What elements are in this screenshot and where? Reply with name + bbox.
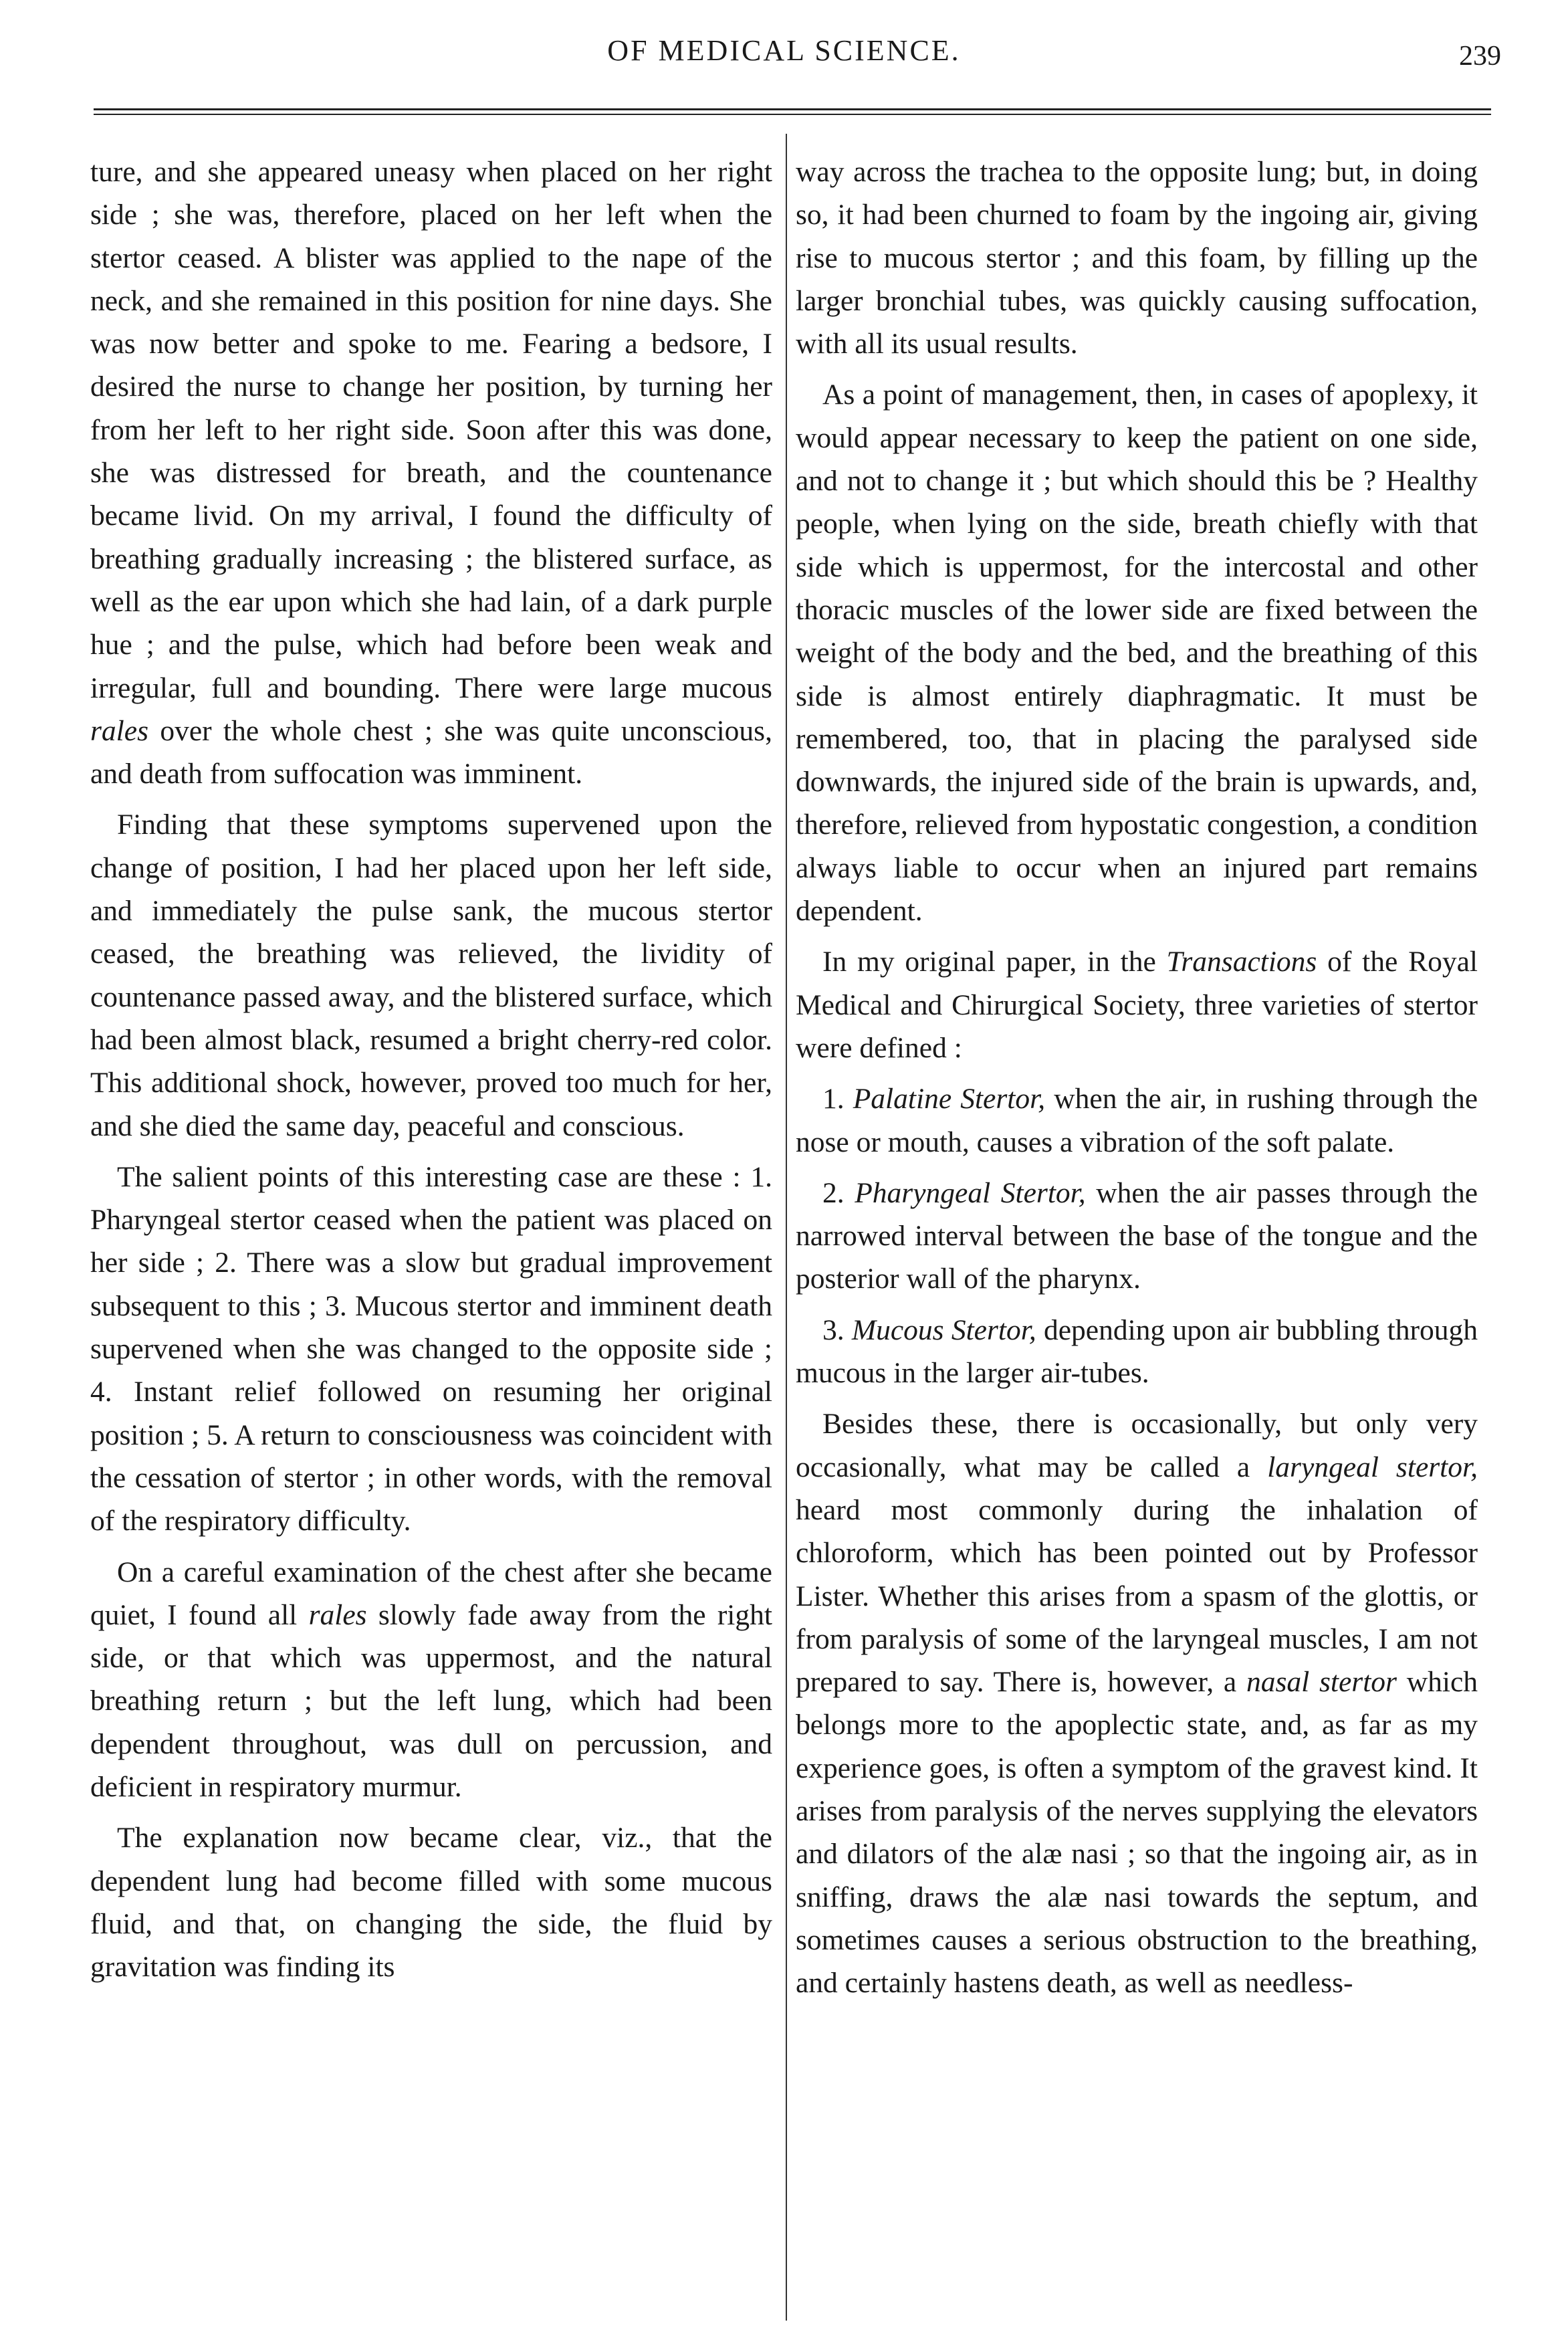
list-item bbox=[796, 1309, 1478, 1395]
list-number: 3. bbox=[822, 1313, 852, 1346]
header-rule bbox=[94, 108, 1491, 110]
header-rule-secondary bbox=[94, 114, 1491, 115]
paragraph-text: which belongs more to the apoplectic state, and, as far as my experience goes, is often a symptom of the gravest kind. It arises from paralysis of the nerves supplying the elevators and dilators of the alæ nasi ; so that the ingoing air, as in sniffing, draws the alæ nasi towards the septum, and sometimes causes a serious obstruction to the breathing, and certainly hastens death, as well as needless- bbox=[796, 1666, 1478, 2000]
paragraph-text: when the air, in rushing through the nose or mouth, causes a vibration of the soft palate. bbox=[796, 1083, 1478, 1158]
paragraph bbox=[90, 1551, 772, 1809]
paragraph: The explanation now became clear, viz., that the dependent lung had become filled with some mucous fluid, and that, on changing the side, the fluid by gravitation was finding its bbox=[90, 1822, 772, 1984]
paragraph-text: In my original paper, in the bbox=[822, 946, 1167, 978]
italic-term: Mucous Stertor, bbox=[851, 1313, 1036, 1346]
paragraph-text: when the air passes through the narrowed interval between the base of the tongue and the posterior wall of the pharynx. bbox=[796, 1176, 1478, 1295]
paragraph: Finding that these symptoms supervened upon the change of position, I had her placed upon her left side, and immediately the pulse sank, the mucous stertor ceased, the breathing was relieved, the lividity of countenance passed away, and the blistered surface, which had been almost black, resumed a bright cherry-red color. This additional shock, however, proved too much for her, and she died the same day, peaceful and conscious. bbox=[90, 809, 772, 1142]
running-title: OF MEDICAL SCIENCE. bbox=[607, 34, 961, 67]
paragraph-text: On a careful examination of the chest after she became quiet, I found all bbox=[90, 1556, 772, 1631]
paragraph-text: depending upon air bubbling through mucous in the larger air-tubes. bbox=[796, 1313, 1478, 1390]
paragraph: As a point of management, then, in cases of apoplexy, it would appear necessary to keep the patient on one side, and not to change it ; but which should this be ? Healthy people, when lying on the side, breath chiefly with that side which is uppermost, for the intercostal and other thoracic muscles of the lower side are fixed between the weight of the body and the bed, and the breathing of this side is almost entirely diaphragmatic. It must be remembered, too, that in placing the paralysed side downwards, the injured side of the brain is upwards, and, therefore, relieved from hypostatic congestion, a condition always liable to occur when an injured part remains dependent. bbox=[796, 379, 1478, 928]
paragraph-text: slowly fade away from the right side, or that which was uppermost, and the natural breathing return ; but the left lung, which had been dependent throughout, was dull on percussion, and deficient in respiratory murmur. bbox=[90, 1598, 772, 1803]
right-column bbox=[796, 150, 1478, 2012]
list-item bbox=[796, 1172, 1478, 1301]
italic-term: Pharyngeal Stertor, bbox=[855, 1176, 1086, 1209]
paragraph bbox=[90, 150, 772, 795]
page-number: 239 bbox=[1459, 41, 1501, 72]
italic-term: rales bbox=[308, 1598, 367, 1631]
italic-term: rales bbox=[90, 714, 148, 747]
paragraph-text: over the whole chest ; she was quite unconscious, and death from suffocation was imminent. bbox=[90, 714, 772, 790]
italic-term: nasal stertor bbox=[1246, 1666, 1397, 1699]
paragraph bbox=[796, 1402, 1478, 2004]
paragraph bbox=[796, 940, 1478, 1069]
list-item bbox=[796, 1077, 1478, 1164]
paragraph: way across the trachea to the opposite lung; but, in doing so, it had been churned to foam by the ingoing air, giving rise to mucous stertor ; and this foam, by filling up the larger bronchial tubes, was quickly causing suffocation, with all its usual results. bbox=[796, 156, 1478, 360]
paragraph-text: heard most commonly during the inhalation of chloroform, which has been pointed out by Professor Lister. Whether this arises from a spasm of the glottis, or from paralysis of some of the laryngeal muscles, I am not prepared to say. There is, however, a bbox=[796, 1493, 1478, 1699]
column-divider bbox=[786, 134, 787, 2321]
italic-term: Transactions bbox=[1166, 946, 1317, 978]
italic-term: laryngeal stertor, bbox=[1267, 1451, 1478, 1483]
paragraph-text: ture, and she appeared uneasy when placed on her right side ; she was, therefore, placed on her left when the stertor ceased. A blister was applied to the nape of the neck, and she remained in this position for nine days. She was now better and spoke to me. Fearing a bedsore, I desired the nurse to change her position, by turning her from her left to her right side. Soon after this was done, she was distressed for breath, and the countenance became livid. On my arrival, I found the difficulty of breathing gradually increasing ; the blistered surface, as well as the ear upon which she had lain, of a dark purple hue ; and the pulse, which had before been weak and irregular, full and bounding. There were large mucous bbox=[90, 156, 772, 704]
left-column bbox=[90, 150, 772, 1996]
list-number: 2. bbox=[822, 1176, 855, 1209]
list-number: 1. bbox=[822, 1083, 853, 1115]
paragraph-text: Besides these, there is occasionally, but only very occasionally, what may be called a bbox=[796, 1408, 1478, 1483]
paragraph-text: of the Royal Medical and Chirurgical Society, three varieties of stertor were defined : bbox=[796, 946, 1478, 1064]
paragraph: The salient points of this interesting case are these : 1. Pharyngeal stertor ceased when the patient was placed on her side ; 2. There was a slow but gradual improvement subsequent to this ; 3. Mucous stertor and imminent death supervened when she was changed to the opposite side ; 4. Instant relief followed on resuming her original position ; 5. A return to consciousness was coincident with the cessation of stertor ; in other words, with the removal of the respiratory difficulty. bbox=[90, 1160, 772, 1537]
italic-term: Palatine Stertor, bbox=[853, 1083, 1046, 1115]
